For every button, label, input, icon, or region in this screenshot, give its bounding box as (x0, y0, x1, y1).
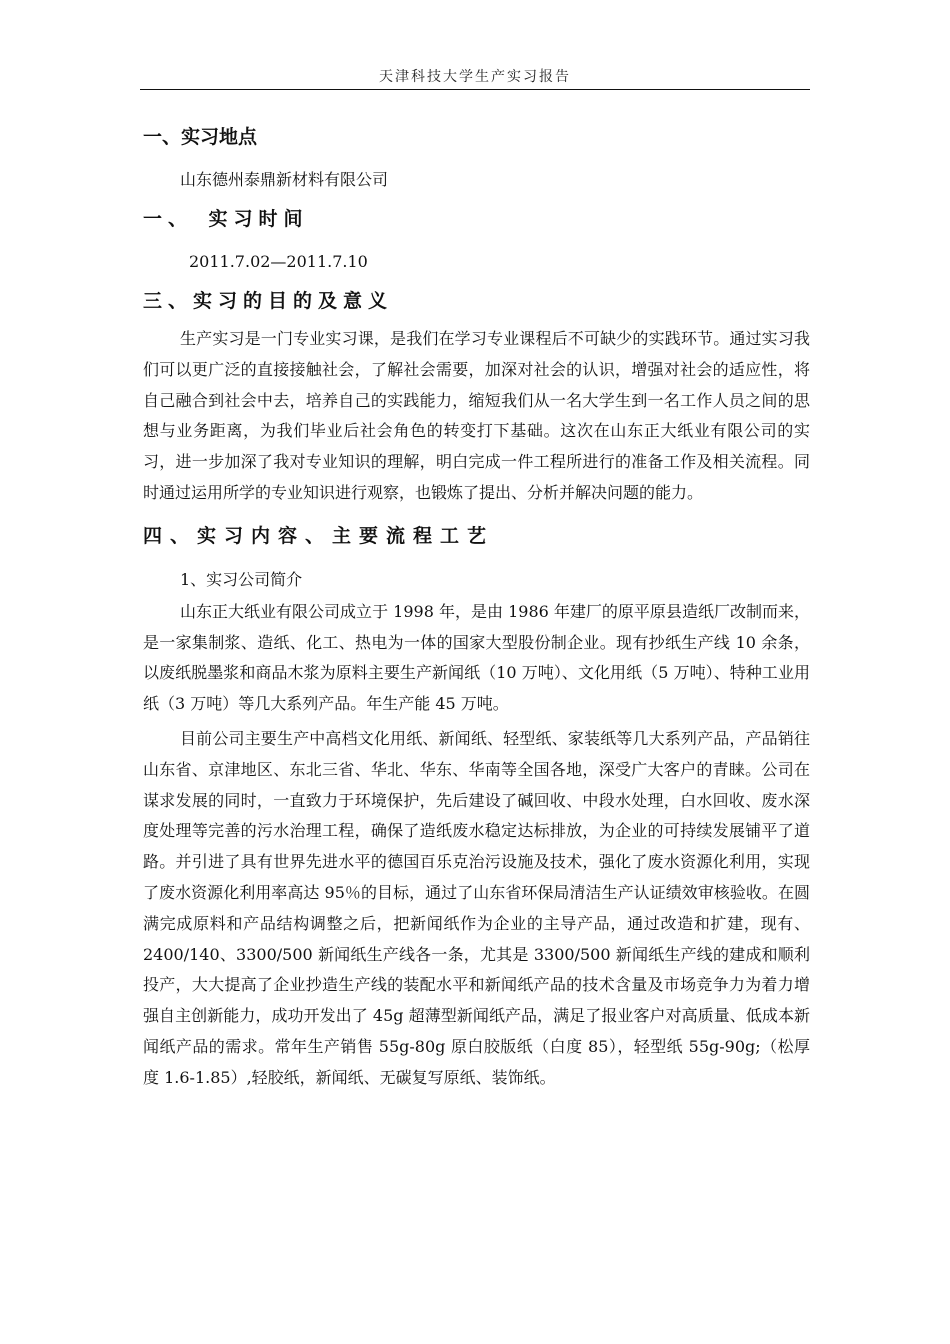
header-rule (140, 89, 810, 90)
company-paragraph-1: 山东正大纸业有限公司成立于 1998 年，是由 1986 年建厂的原平原县造纸厂改制而来，是一家集制浆、造纸、化工、热电为一体的国家大型股份制企业。现有抄纸生产线 10 余条，以废纸脱墨浆和商品木浆为原料主要生产新闻纸（10 万吨）、文化用纸（5 万吨）、特种工业用纸（3 万吨）等几大系列产品。年生产能 45 万吨。 (143, 601, 810, 714)
location-value: 山东德州泰鼎新材料有限公司 (180, 170, 389, 189)
subsection-heading-company: 1、实习公司简介 (180, 569, 303, 589)
purpose-paragraph: 生产实习是一门专业实习课，是我们在学习专业课程后不可缺少的实践环节。通过实习我们可以更广泛的直接接触社会，了解社会需要，加深对社会的认识，增强对社会的适应性，将自己融合到社会中去，培养自己的实践能力，缩短我们从一名大学生到一名工作人员之间的思想与业务距离，为我们毕业后社会角色的转变打下基础。这次在山东正大纸业有限公司的实习，进一步加深了我对专业知识的理解，明白完成一件工程所进行的准备工作及相关流程。同时通过运用所学的专业知识进行观察，也锻炼了提出、分析并解决问题的能力。 (143, 329, 810, 502)
company-paragraph-2: 目前公司主要生产中高档文化用纸、新闻纸、轻型纸、家装纸等几大系列产品，产品销往山东省、京津地区、东北三省、华北、华东、华南等全国各地，深受广大客户的青睐。公司在谋求发展的同时，一直致力于环境保护，先后建设了碱回收、中段水处理，白水回收、废水深度处理等完善的污水治理工程，确保了造纸废水稳定达标排放，为企业的可持续发展铺平了道路。并引进了具有世界先进水平的德国百乐克治污设施及技术，强化了废水资源化利用，实现了废水资源化利用率高达 95％的目标，通过了山东省环保局清洁生产认证绩效审核验收。在圆满完成原料和产品结构调整之后，把新闻纸作为企业的主导产品，通过改造和扩建，现有、2400/140、3300/500 新闻纸生产线各一条，尤其是 3300/500 新闻纸生产线的建成和顺利投产，大大提高了企业抄造生产线的装配水平和新闻纸产品的技术含量及市场竞争力为着力增强自主创新能力，成功开发出了 45g 超薄型新闻纸产品，满足了报业客户对高质量、低成本新闻纸产品的需求。常年生产销售 55g-80g 原白胶版纸（白度 85），轻型纸 55g-90g;（松厚度 1.6-1.85）,轻胶纸，新闻纸、无碳复写原纸、装饰纸。 (143, 728, 810, 1087)
section-heading-location: 一、实习地点 (143, 126, 258, 148)
section-heading-content: 四、实习内容、主要流程工艺 (143, 524, 495, 547)
time-value: 2011.7.02—2011.7.10 (189, 252, 368, 271)
running-header: 天津科技大学生产实习报告 (379, 69, 571, 85)
document-body (143, 118, 810, 1094)
section-heading-purpose: 三、实习的目的及意义 (143, 290, 394, 312)
section-heading-time: 一、 实习时间 (143, 208, 309, 230)
